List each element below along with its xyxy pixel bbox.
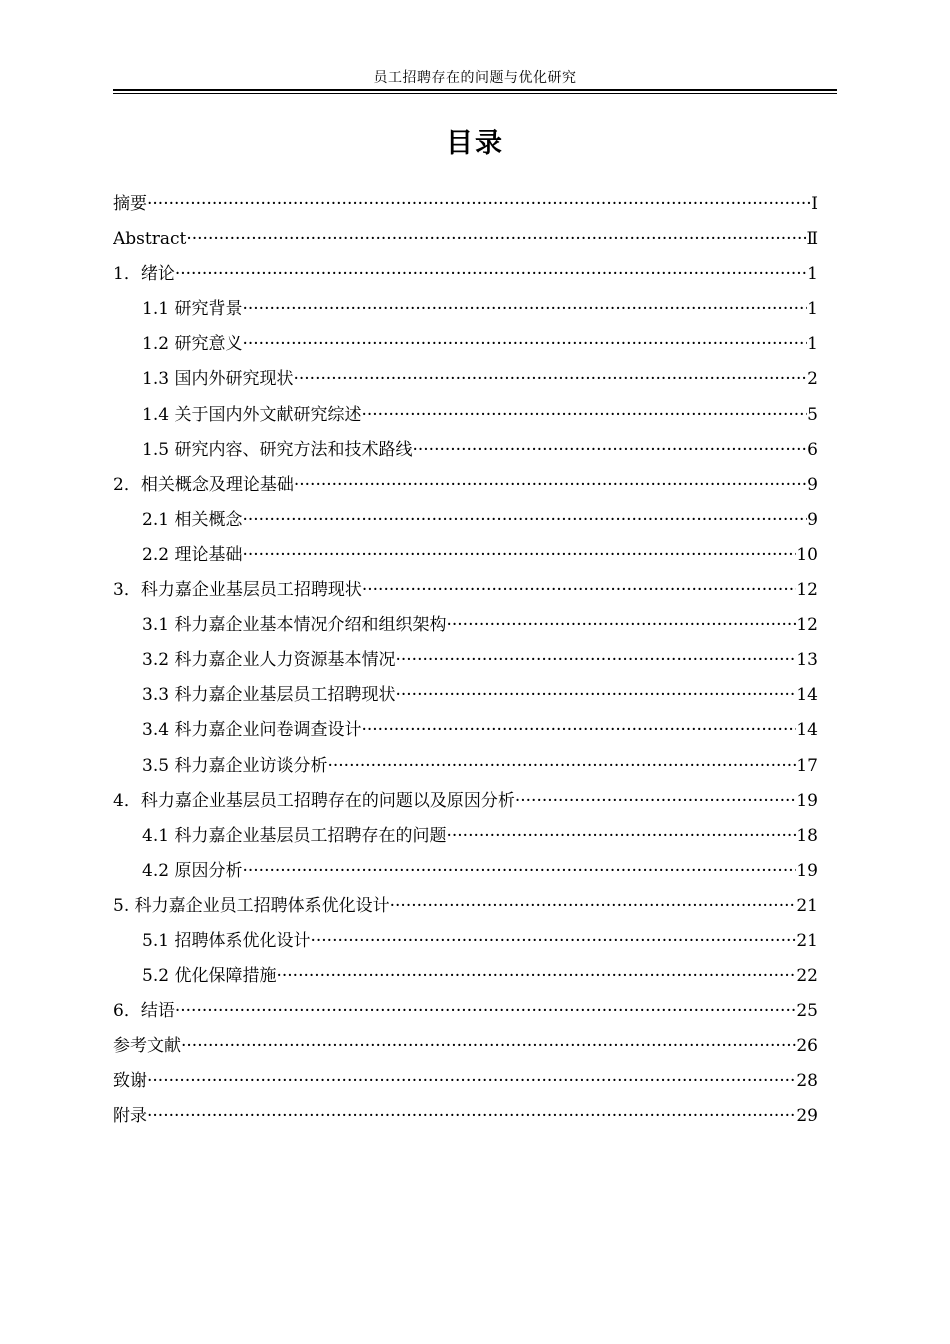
toc-entry-label: 附录 bbox=[113, 1106, 147, 1127]
toc-entry-page-number: 1 bbox=[807, 299, 818, 320]
toc-entry-label: 6．结语 bbox=[113, 1001, 175, 1022]
toc-entry bbox=[113, 1064, 818, 1099]
toc-entry-label: 1.5 研究内容、研究方法和技术路线 bbox=[142, 439, 413, 460]
toc-entry bbox=[113, 398, 818, 433]
toc-dot-leader bbox=[446, 608, 796, 643]
running-header: 员工招聘存在的问题与优化研究 bbox=[373, 70, 577, 86]
toc-entry-label: 3.5 科力嘉企业访谈分析 bbox=[142, 755, 328, 776]
toc-entry-label: 3.4 科力嘉企业问卷调查设计 bbox=[142, 720, 362, 741]
toc-dot-leader bbox=[147, 187, 811, 222]
toc-title: 目录 bbox=[446, 128, 504, 159]
toc-entry-label: 2.1 相关概念 bbox=[142, 509, 243, 530]
toc-dot-leader bbox=[395, 643, 796, 678]
toc-entry-label: 4.2 原因分析 bbox=[142, 860, 243, 881]
toc-entry-label: 参考文献 bbox=[113, 1036, 181, 1057]
toc-entry-page-number: 28 bbox=[796, 1071, 818, 1092]
toc-entry-label: 1.1 研究背景 bbox=[142, 299, 243, 320]
toc-dot-leader bbox=[242, 854, 796, 889]
toc-entry-page-number: 17 bbox=[796, 755, 818, 776]
toc-dot-leader bbox=[390, 889, 797, 924]
toc-dot-leader bbox=[361, 398, 807, 433]
toc-dot-leader bbox=[175, 257, 807, 292]
toc-entry-page-number: 14 bbox=[796, 685, 818, 706]
toc-entry-page-number: 18 bbox=[796, 825, 818, 846]
toc-entry bbox=[113, 924, 818, 959]
toc-entry bbox=[113, 889, 818, 924]
toc-entry bbox=[113, 468, 818, 503]
toc-dot-leader bbox=[361, 713, 796, 748]
toc-entry bbox=[113, 784, 818, 819]
toc-entry bbox=[113, 362, 818, 397]
toc-entry-label: 5. 科力嘉企业员工招聘体系优化设计 bbox=[113, 895, 390, 916]
toc-entry-label: 1.2 研究意义 bbox=[142, 334, 243, 355]
toc-entry-page-number: 22 bbox=[796, 966, 818, 987]
toc-dot-leader bbox=[181, 1029, 796, 1064]
toc-entry bbox=[113, 1029, 818, 1064]
toc-entry-label: 2.2 理论基础 bbox=[142, 544, 243, 565]
toc-entry-page-number: I bbox=[811, 194, 818, 214]
header-rule-thick bbox=[113, 89, 837, 91]
toc-dot-leader bbox=[362, 573, 797, 608]
toc-entry-page-number: 10 bbox=[796, 544, 818, 565]
toc-entry-label: 4.1 科力嘉企业基层员工招聘存在的问题 bbox=[142, 825, 447, 846]
toc-entry bbox=[113, 187, 818, 222]
toc-entry-page-number: 12 bbox=[796, 615, 818, 636]
toc-entry-page-number: 1 bbox=[807, 334, 818, 355]
toc-dot-leader bbox=[515, 784, 797, 819]
toc-entry bbox=[113, 994, 818, 1029]
toc-entry bbox=[113, 678, 818, 713]
toc-dot-leader bbox=[242, 538, 796, 573]
toc-entry-label: 1.3 国内外研究现状 bbox=[142, 369, 294, 390]
toc-entry-page-number: Ⅱ bbox=[806, 229, 818, 250]
toc-entry bbox=[113, 503, 818, 538]
toc-entry-label: 5.1 招聘体系优化设计 bbox=[142, 930, 311, 951]
toc-entry-page-number: 14 bbox=[796, 720, 818, 741]
toc-entry-label: 1．绪论 bbox=[113, 264, 175, 285]
toc-entry-label: 4．科力嘉企业基层员工招聘存在的问题以及原因分析 bbox=[113, 790, 515, 811]
toc-entry-label: 3.3 科力嘉企业基层员工招聘现状 bbox=[142, 685, 396, 706]
toc-entry-page-number: 29 bbox=[796, 1106, 818, 1127]
toc-entry-label: 2．相关概念及理论基础 bbox=[113, 474, 294, 495]
header-rule-thin bbox=[113, 93, 837, 94]
toc-entry bbox=[113, 749, 818, 784]
toc-entry bbox=[113, 643, 818, 678]
toc-dot-leader bbox=[147, 1099, 796, 1134]
toc-entry bbox=[113, 538, 818, 573]
toc-entry bbox=[113, 327, 818, 362]
toc-entry bbox=[113, 608, 818, 643]
toc-entry-page-number: 9 bbox=[807, 474, 818, 495]
toc-entry-label: 5.2 优化保障措施 bbox=[142, 966, 277, 987]
toc-dot-leader bbox=[327, 749, 796, 784]
toc-entry bbox=[113, 573, 818, 608]
toc-entry bbox=[113, 292, 818, 327]
toc-entry-label: 致谢 bbox=[113, 1071, 147, 1092]
toc-entry-page-number: 26 bbox=[796, 1036, 818, 1057]
toc-dot-leader bbox=[310, 924, 796, 959]
toc-entry-page-number: 25 bbox=[796, 1001, 818, 1022]
toc-entry-label: 摘要 bbox=[113, 194, 147, 214]
toc-entry-page-number: 1 bbox=[807, 264, 818, 285]
toc-entry-page-number: 21 bbox=[796, 895, 818, 916]
toc-entry-label: 3.2 科力嘉企业人力资源基本情况 bbox=[142, 650, 396, 671]
toc-entry-page-number: 21 bbox=[796, 930, 818, 951]
toc-entry bbox=[113, 1099, 818, 1134]
toc-entry-page-number: 19 bbox=[796, 790, 818, 811]
table-of-contents bbox=[113, 187, 818, 1135]
toc-dot-leader bbox=[446, 819, 796, 854]
toc-dot-leader bbox=[395, 678, 796, 713]
toc-entry bbox=[113, 959, 818, 994]
toc-entry-label: 3．科力嘉企业基层员工招聘现状 bbox=[113, 580, 362, 601]
toc-dot-leader bbox=[242, 292, 807, 327]
toc-dot-leader bbox=[242, 503, 807, 538]
toc-entry-page-number: 2 bbox=[807, 369, 818, 390]
toc-dot-leader bbox=[186, 222, 806, 257]
toc-entry-label: 3.1 科力嘉企业基本情况介绍和组织架构 bbox=[142, 615, 447, 636]
toc-entry bbox=[113, 222, 818, 257]
toc-entry-page-number: 9 bbox=[807, 509, 818, 530]
toc-dot-leader bbox=[147, 1064, 796, 1099]
toc-dot-leader bbox=[412, 433, 807, 468]
toc-entry-page-number: 5 bbox=[807, 404, 818, 425]
toc-entry-page-number: 19 bbox=[796, 860, 818, 881]
toc-dot-leader bbox=[293, 362, 807, 397]
toc-dot-leader bbox=[294, 468, 807, 503]
toc-entry bbox=[113, 433, 818, 468]
toc-dot-leader bbox=[175, 994, 797, 1029]
toc-entry-page-number: 12 bbox=[796, 580, 818, 601]
toc-entry-label: 1.4 关于国内外文献研究综述 bbox=[142, 404, 362, 425]
toc-entry bbox=[113, 713, 818, 748]
toc-entry-label: Abstract bbox=[113, 229, 187, 250]
toc-entry bbox=[113, 854, 818, 889]
toc-dot-leader bbox=[242, 327, 807, 362]
toc-dot-leader bbox=[276, 959, 796, 994]
toc-entry bbox=[113, 257, 818, 292]
toc-entry-page-number: 13 bbox=[796, 650, 818, 671]
toc-entry bbox=[113, 819, 818, 854]
toc-entry-page-number: 6 bbox=[807, 439, 818, 460]
